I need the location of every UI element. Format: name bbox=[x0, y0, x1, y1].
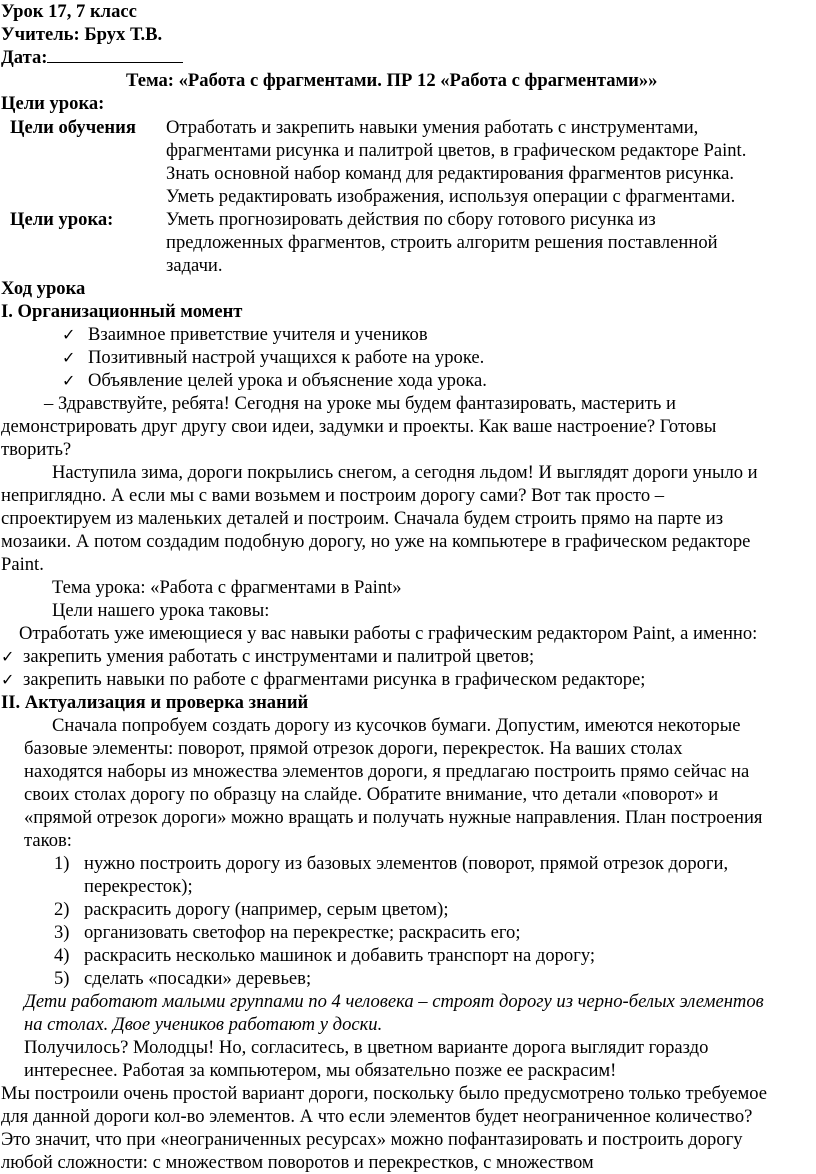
goals-row-text: предложенных фрагментов, строить алгоритм решения поставленной bbox=[166, 232, 718, 253]
road-paragraph: таков: bbox=[24, 830, 72, 851]
lesson-goals-line: Цели нашего урока таковы: bbox=[52, 600, 270, 621]
road-paragraph: находятся наборы из множества элементов дороги, я предлагаю построить прямо сейчас на bbox=[24, 761, 750, 782]
greeting-paragraph: демонстрировать друг другу свои идеи, задумки и проекты. Как ваше настроение? Готовы bbox=[1, 416, 717, 437]
closing-paragraph: любой сложности: с множеством поворотов и перекрестков, с множеством bbox=[1, 1152, 594, 1173]
winter-paragraph: Paint. bbox=[1, 554, 44, 575]
goal-check-item: ✓ закрепить умения работать с инструментами и палитрой цветов; bbox=[1, 646, 535, 667]
italic-note: Дети работают малыми группами по 4 человека – строят дорогу из черно-белых элементов bbox=[24, 991, 764, 1012]
step-text: перекресток); bbox=[84, 876, 193, 897]
closing-paragraph: для данной дороги кол-во элементов. А что если элементов будет неограниченное количество? bbox=[1, 1106, 753, 1127]
goals-row-label-lesson: Цели урока: bbox=[10, 209, 114, 230]
result-paragraph: интереснее. Работая за компьютером, мы обязательно позже ее раскрасим! bbox=[24, 1060, 617, 1081]
intro-line: Отработать уже имеющиеся у вас навыки работы с графическим редактором Paint, а именно: bbox=[19, 623, 758, 644]
road-paragraph: «прямой отрезок дороги» можно вращать и получать нужные направления. План построения bbox=[24, 807, 763, 828]
goals-row-text: фрагментами рисунка и палитрой цветов, в графическом редакторе Paint. bbox=[166, 140, 747, 161]
topic-title: Тема: «Работа с фрагментами. ПР 12 «Работа с фрагментами»» bbox=[126, 70, 658, 91]
step-number: 2) bbox=[54, 899, 70, 920]
closing-paragraph: Мы построили очень простой вариант дороги, поскольку было предусмотрено только требуемое bbox=[1, 1083, 768, 1104]
section2-title: II. Актуализация и проверка знаний bbox=[1, 692, 309, 713]
road-paragraph: своих столах дорогу по образцу на слайде. Обратите внимание, что детали «поворот» и bbox=[24, 784, 719, 805]
check-icon: ✓ bbox=[62, 371, 76, 390]
check-item: ✓ Объявление целей урока и объяснение хода урока. bbox=[62, 370, 487, 391]
date-blank bbox=[47, 48, 183, 63]
winter-paragraph: Наступила зима, дороги покрылись снегом, а сегодня льдом! И выглядят дороги уныло и bbox=[52, 462, 758, 483]
check-item: ✓ Позитивный настрой учащихся к работе на уроке. bbox=[62, 347, 485, 368]
closing-paragraph: Это значит, что при «неограниченных ресурсах» можно пофантазировать и построить дорогу bbox=[1, 1129, 743, 1150]
check-icon: ✓ bbox=[1, 647, 15, 666]
goal-check-item: ✓ закрепить навыки по работе с фрагментами рисунка в графическом редакторе; bbox=[1, 669, 646, 690]
goals-row-text: задачи. bbox=[166, 255, 223, 276]
step-text: нужно построить дорогу из базовых элементов (поворот, прямой отрезок дороги, bbox=[84, 853, 729, 874]
step-text: раскрасить дорогу (например, серым цветом); bbox=[84, 899, 449, 920]
road-paragraph: базовые элементы: поворот, прямой отрезок дороги, перекресток. На ваших столах bbox=[24, 738, 683, 759]
winter-paragraph: неприглядно. А если мы с вами возьмем и построим дорогу сами? Вот так просто – bbox=[1, 485, 665, 506]
greeting-paragraph: творить? bbox=[1, 439, 72, 460]
step-number: 5) bbox=[54, 968, 70, 989]
step-text: организовать светофор на перекрестке; раскрасить его; bbox=[84, 922, 521, 943]
italic-note: на столах. Двое учеников работают у доски. bbox=[24, 1014, 383, 1035]
goals-row-text: Уметь прогнозировать действия по сбору готового рисунка из bbox=[166, 209, 656, 230]
section1-title: I. Организационный момент bbox=[1, 301, 243, 322]
teacher-line: Учитель: Брух Т.В. bbox=[1, 24, 163, 45]
winter-paragraph: спроектируем из маленьких деталей и построим. Сначала будем строить прямо на парте из bbox=[1, 508, 724, 529]
course-heading: Ход урока bbox=[1, 278, 86, 299]
goals-row-text: Отработать и закрепить навыки умения работать с инструментами, bbox=[166, 117, 699, 138]
winter-paragraph: мозаики. А потом создадим подобную дорогу, но уже на компьютере в графическом редакторе bbox=[1, 531, 751, 552]
step-number: 4) bbox=[54, 945, 70, 966]
result-paragraph: Получилось? Молодцы! Но, согласитесь, в цветном варианте дорога выглядит гораздо bbox=[24, 1037, 709, 1058]
date-line bbox=[1, 47, 183, 69]
road-paragraph: Сначала попробуем создать дорогу из кусочков бумаги. Допустим, имеются некоторые bbox=[52, 715, 741, 736]
date-label: Дата: bbox=[1, 47, 48, 68]
step-text: раскрасить несколько машинок и добавить транспорт на дорогу; bbox=[84, 945, 596, 966]
goals-row-label-learning: Цели обучения bbox=[10, 117, 136, 138]
step-number: 3) bbox=[54, 922, 70, 943]
check-icon: ✓ bbox=[1, 670, 15, 689]
goals-row-text: Уметь редактировать изображения, используя операции с фрагментами. bbox=[166, 186, 736, 207]
lesson-topic-line: Тема урока: «Работа с фрагментами в Paint» bbox=[52, 577, 402, 598]
step-number: 1) bbox=[54, 853, 70, 874]
check-icon: ✓ bbox=[62, 325, 76, 344]
goals-heading: Цели урока: bbox=[1, 93, 105, 114]
goals-row-text: Знать основной набор команд для редактирования фрагментов рисунка. bbox=[166, 163, 735, 184]
greeting-paragraph: – Здравствуйте, ребята! Сегодня на уроке мы будем фантазировать, мастерить и bbox=[44, 393, 676, 414]
lesson-header: Урок 17, 7 класс bbox=[1, 1, 137, 22]
check-item: ✓ Взаимное приветствие учителя и учеников bbox=[62, 324, 428, 345]
step-text: сделать «посадки» деревьев; bbox=[84, 968, 312, 989]
check-icon: ✓ bbox=[62, 348, 76, 367]
